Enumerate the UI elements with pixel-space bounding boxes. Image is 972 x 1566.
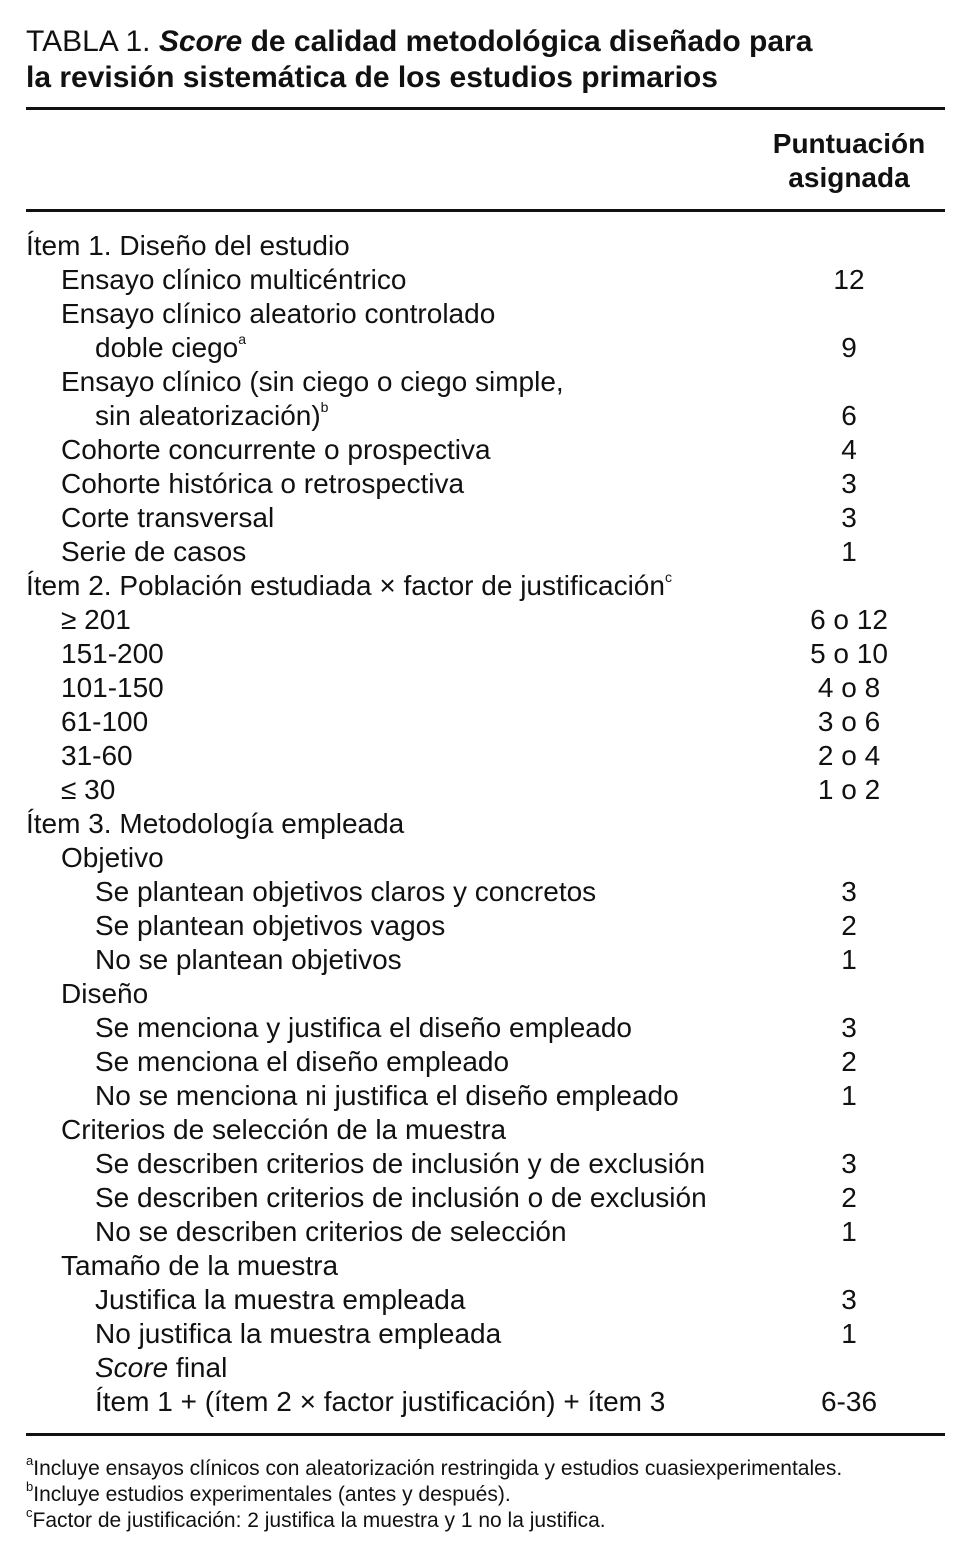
row-label-text: Ensayo clínico aleatorio controlado [61,298,496,329]
top-rule [26,107,945,110]
row-score: 2 [841,910,857,941]
footnote-c [26,1505,956,1534]
column-header-score [752,127,946,195]
table-row [0,875,972,909]
table-row [0,1147,972,1181]
row-label [61,739,133,773]
table-row [0,807,972,841]
row-score: 1 [841,536,857,567]
row-label [95,1283,465,1317]
footnote-mark: c [26,1505,33,1520]
row-label-text: 101-150 [61,672,164,703]
table-row [0,1113,972,1147]
row-score: 6 [841,400,857,431]
row-label [26,229,350,263]
row-label [26,807,404,841]
row-label-text: No se plantean objetivos [95,944,402,975]
table-row [0,841,972,875]
row-label [61,773,115,807]
row-label-text: ≥ 201 [61,604,131,635]
table-row [0,365,972,399]
row-label-text: Corte transversal [61,502,275,533]
row-label-text: Se plantean objetivos claros y concretos [95,876,597,907]
table-row [0,1079,972,1113]
row-label-text: Se menciona el diseño empleado [95,1046,510,1077]
row-score: 1 [841,944,857,975]
table-row [0,909,972,943]
table-row [0,637,972,671]
table-row [0,1181,972,1215]
row-label-text: Ensayo clínico multicéntrico [61,264,407,295]
header-rule [26,209,945,212]
footnote-text: Incluye ensayos clínicos con aleatorización restringida y estudios cuasiexperimentales. [33,1457,843,1480]
row-label [95,909,445,943]
table-row [0,1317,972,1351]
table-row [0,671,972,705]
row-score: 1 [841,1080,857,1111]
table-row [0,569,972,603]
table-row [0,399,972,433]
row-label-italic: Score [95,1352,169,1383]
row-label [61,671,164,705]
row-score: 6-36 [820,1386,878,1417]
row-score: 3 o 6 [817,706,881,737]
row-label [95,1147,705,1181]
row-label [95,1317,501,1351]
row-label [95,1011,632,1045]
footnote-mark: a [238,330,247,347]
row-label-text: No se describen criterios de selección [95,1216,567,1247]
row-label-text: Tamaño de la muestra [61,1250,339,1281]
row-score: 9 [841,332,857,363]
row-score: 2 [841,1182,857,1213]
table-row [0,1249,972,1283]
table-row [0,1215,972,1249]
row-score: 2 o 4 [817,740,881,771]
row-label [95,875,596,909]
row-label-text: Ítem 2. Población estudiada × factor de justificación [26,570,665,601]
bottom-rule [26,1433,945,1436]
row-label [61,603,131,637]
table-row [0,501,972,535]
row-label-text: sin aleatorización) [95,400,321,431]
row-score: 3 [841,468,857,499]
row-label-text: Cohorte concurrente o prospectiva [61,434,491,465]
row-score: 6 o 12 [810,604,888,635]
row-label [61,365,564,399]
row-score: 3 [841,1148,857,1179]
footnotes [26,1453,956,1534]
row-score: 5 o 10 [810,638,888,669]
row-label-text: No se menciona ni justifica el diseño empleado [95,1080,679,1111]
row-score: 1 [841,1216,857,1247]
row-label [95,399,328,433]
row-label-text: Cohorte histórica o retrospectiva [61,468,465,499]
row-label [61,433,491,467]
row-label [95,1079,679,1113]
title-line-1-rest: de calidad metodológica diseñado para [242,25,813,58]
footnote-text: Incluye estudios experimentales (antes y después). [33,1483,511,1506]
row-label-text: Ítem 1. Diseño del estudio [26,230,350,261]
table-row [0,263,972,297]
row-score: 12 [833,264,865,295]
row-score: 2 [841,1046,857,1077]
row-label [26,569,672,603]
row-label [61,1249,338,1283]
row-label-text: Ítem 1 + (ítem 2 × factor justificación) + ítem 3 [95,1386,666,1417]
row-label [61,263,406,297]
footnote-b [26,1479,956,1508]
row-label [61,637,164,671]
row-label-text: 151-200 [61,638,164,669]
footnote-a [26,1453,956,1482]
row-score: 3 [841,876,857,907]
footnote-mark: c [664,568,672,585]
table-row [0,467,972,501]
row-score: 4 o 8 [817,672,881,703]
table-row [0,1045,972,1079]
table-title [26,24,946,96]
row-label [61,1113,506,1147]
table-row [0,1385,972,1419]
table-row [0,1283,972,1317]
row-label [95,1181,707,1215]
row-label-text: Se describen criterios de inclusión y de exclusión [95,1148,706,1179]
row-label-text: Justifica la muestra empleada [95,1284,466,1315]
table-row [0,535,972,569]
footnote-mark: b [26,1479,34,1494]
title-line-2: la revisión sistemática de los estudios primarios [26,61,718,94]
row-label [61,841,164,875]
row-label-text: No justifica la muestra empleada [95,1318,502,1349]
row-label [95,1351,227,1385]
row-label [61,977,148,1011]
table-row [0,603,972,637]
row-score: 1 [841,1318,857,1349]
title-italic-word: Score [158,25,243,58]
row-label [61,297,495,331]
footnote-text: Factor de justificación: 2 justifica la muestra y 1 no la justifica. [32,1509,606,1532]
title-lead: TABLA 1. [26,25,151,58]
row-score: 3 [841,1284,857,1315]
row-label-text: Objetivo [61,842,164,873]
row-label-text: Serie de casos [61,536,247,567]
table-row [0,331,972,365]
row-label-text: doble ciego [95,332,239,363]
table-row [0,1011,972,1045]
table-row [0,705,972,739]
row-label [95,1045,509,1079]
row-label-text: Se plantean objetivos vagos [95,910,446,941]
row-label-text: Ítem 3. Metodología empleada [26,808,405,839]
row-label-text: Ensayo clínico (sin ciego o ciego simple, [61,366,564,397]
table-row [0,297,972,331]
table-row [0,773,972,807]
table-row [0,977,972,1011]
row-label [95,943,402,977]
table-body [0,229,972,1419]
row-label-text: final [168,1352,228,1383]
row-score: 3 [841,502,857,533]
row-label-text: 61-100 [61,706,149,737]
table-row [0,1351,972,1385]
row-label-text: Criterios de selección de la muestra [61,1114,507,1145]
table-row [0,433,972,467]
column-header-line-2: asignada [788,162,910,193]
row-label-text: Se menciona y justifica el diseño empleado [95,1012,632,1043]
row-label [95,1385,665,1419]
row-label-text: Diseño [61,978,149,1009]
row-label-text: ≤ 30 [61,774,116,805]
row-score: 3 [841,1012,857,1043]
table-row [0,229,972,263]
row-label [61,501,274,535]
row-label-text: 31-60 [61,740,133,771]
table-row [0,739,972,773]
row-label [95,331,246,365]
column-header-line-1: Puntuación [772,128,926,159]
row-score: 1 o 2 [817,774,881,805]
footnote-mark: a [26,1453,34,1468]
row-label [61,467,464,501]
row-label [61,535,246,569]
table-row [0,943,972,977]
row-label [95,1215,567,1249]
title-line-1 [26,24,946,60]
row-score: 4 [841,434,857,465]
row-label-text: Se describen criterios de inclusión o de exclusión [95,1182,707,1213]
row-label [61,705,148,739]
footnote-mark: b [320,398,329,415]
